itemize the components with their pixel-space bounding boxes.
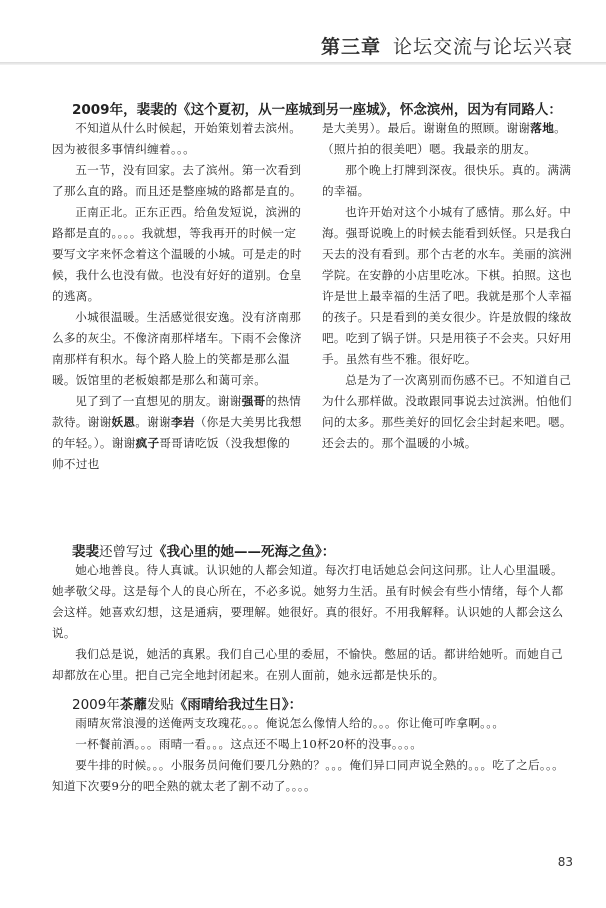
section-2-title — [72, 540, 572, 560]
paragraph: 也许开始对这个小城有了感情。那么好。中海。强哥说晚上的时候去能看到妖怪。只是我白天去的没有看到。那个古老的水车。美丽的滨洲学院。在安静的小店里吃冰。下棋。拍照。这也许是世上最幸福的生活了吧。我就是那个人幸福的孩子。只是看到的美女很少。许是放假的缘故吧。吃到了锅子饼。只是用筷子不会夹。只好用手。虽然有些不雅。很好吃。 — [322, 205, 572, 366]
section-2-title-verb: 还曾写过 — [99, 544, 153, 560]
section-3-title-verb: 发贴 — [146, 697, 174, 713]
paragraph: 是大美男）。最后。谢谢鱼的照顾。谢谢落地。（照片拍的很美吧）嗯。我最亲的朋友。 — [322, 121, 566, 156]
section-3-title-tail: ： — [288, 697, 303, 713]
chapter-title: 论坛交流与论坛兴衰 — [392, 36, 573, 58]
section-1-left-column — [52, 118, 302, 475]
name-liyan: 李岩 — [170, 415, 195, 429]
header-rule — [0, 62, 606, 65]
running-header — [33, 32, 573, 59]
page-number: 83 — [557, 855, 573, 869]
paragraph: 要牛排的时候。。。小服务员问俺们要几分熟的？。。。俺们异口同声说全熟的。。。吃了之后。。。知道下次要9分的吧全熟的就太老了割不动了。。。。 — [52, 758, 565, 793]
section-3-body — [52, 713, 574, 797]
section-1-title-tail: ，怀念滨州，因为有同路人： — [386, 102, 562, 118]
paragraph: 一杯餐前酒。。。雨晴一看。。。这点还不喝上10杯20杯的没事。。。。 — [75, 737, 423, 751]
section-1-right-column — [322, 118, 572, 454]
section-1-title — [72, 98, 572, 118]
paragraph: 我们总是说，她活的真累。我们自己心里的委屈，不愉快。憋屈的话。都讲给她听。而她自己却都放在心里。把自己完全地封闭起来。在别人面前，她永远都是快乐的。 — [52, 647, 563, 682]
paragraph: 小城很温暖。生活感觉很安逸。没有济南那么多的灰尘。不像济南那样堵车。下雨不会像济南那样有积水。每个路人脸上的笑都是那么温暖。饭馆里的老板娘都是那么和蔼可亲。 — [52, 310, 302, 387]
paragraph: 五一节，没有回家。去了滨州。第一次看到了那么直的路。而且还是整座城的路都是直的。 — [52, 163, 302, 198]
section-3-title-work: 《雨晴给我过生日》 — [173, 697, 289, 713]
paragraph: 总是为了一次离别而伤感不已。不知道自己为什么那样做。没敢跟同事说去过滨洲。怕他们问的太多。那些美好的回忆会尘封起来吧。嗯。还会去的。那个温暖的小城。 — [322, 373, 572, 450]
section-1-title-work: 《这个夏初，从一座城到另一座城》 — [177, 102, 387, 118]
paragraph: 不知道从什么时候起，开始策划着去滨州。因为被很多事情纠缠着。。。 — [52, 121, 302, 156]
paragraph: 那个晚上打牌到深夜。很快乐。真的。满满的幸福。 — [322, 163, 572, 198]
section-2-body — [52, 560, 574, 686]
section-3-title-year: 2009年 — [72, 697, 120, 713]
paragraph: 雨晴灰常浪漫的送俺两支玫瑰花。。。俺说怎么像情人给的。。。你让俺可咋拿啊。。。 — [75, 716, 505, 730]
section-1-title-year: 2009年， — [72, 102, 137, 118]
name-qiangge: 强哥 — [241, 394, 266, 408]
name-yaoen: 妖恩 — [111, 415, 136, 429]
paragraph: 她心地善良。待人真诚。认识她的人都会知道。每次打电话她总会问这问那。让人心里温暖。她孝敬父母。这是每个人的良心所在，不必多说。她努力生活。虽有时候会有些小情绪，每个人都会这样。她喜欢幻想，这是通病，要理解。她很好。真的很好。不用我解释。认识她的人都会这么说。 — [52, 563, 564, 640]
paragraph: 见了到了一直想见的朋友。谢谢强哥的热情款待。谢谢妖恩。谢谢李岩（你是大美男比我想的年轻。）。谢谢疯子哥哥请吃饭（没我想像的帅不过也 — [52, 394, 302, 471]
section-2-title-tail: ： — [321, 544, 336, 560]
section-2-title-author: 裴裴 — [72, 544, 99, 560]
section-2-title-work: 《我心里的她——死海之鱼》 — [153, 544, 322, 560]
paragraph: 正南正北。正东正西。给鱼发短说，滨洲的路都是直的。。。。我就想，等我再开的时候一定要写文字来怀念着这个温暖的小城。可是走的时候，我什么也没有做。也没有好好的道别。仓皇的逃离。 — [52, 205, 302, 303]
name-fengzi: 疯子 — [135, 436, 160, 450]
section-1-title-author: 裴裴 — [136, 102, 164, 118]
section-1-title-de: 的 — [163, 102, 178, 118]
section-3-title — [72, 693, 572, 713]
section-3-title-author: 茶蘼 — [119, 697, 147, 713]
chapter-label: 第三章 — [320, 36, 381, 58]
name-luodi: 落地 — [530, 121, 555, 135]
